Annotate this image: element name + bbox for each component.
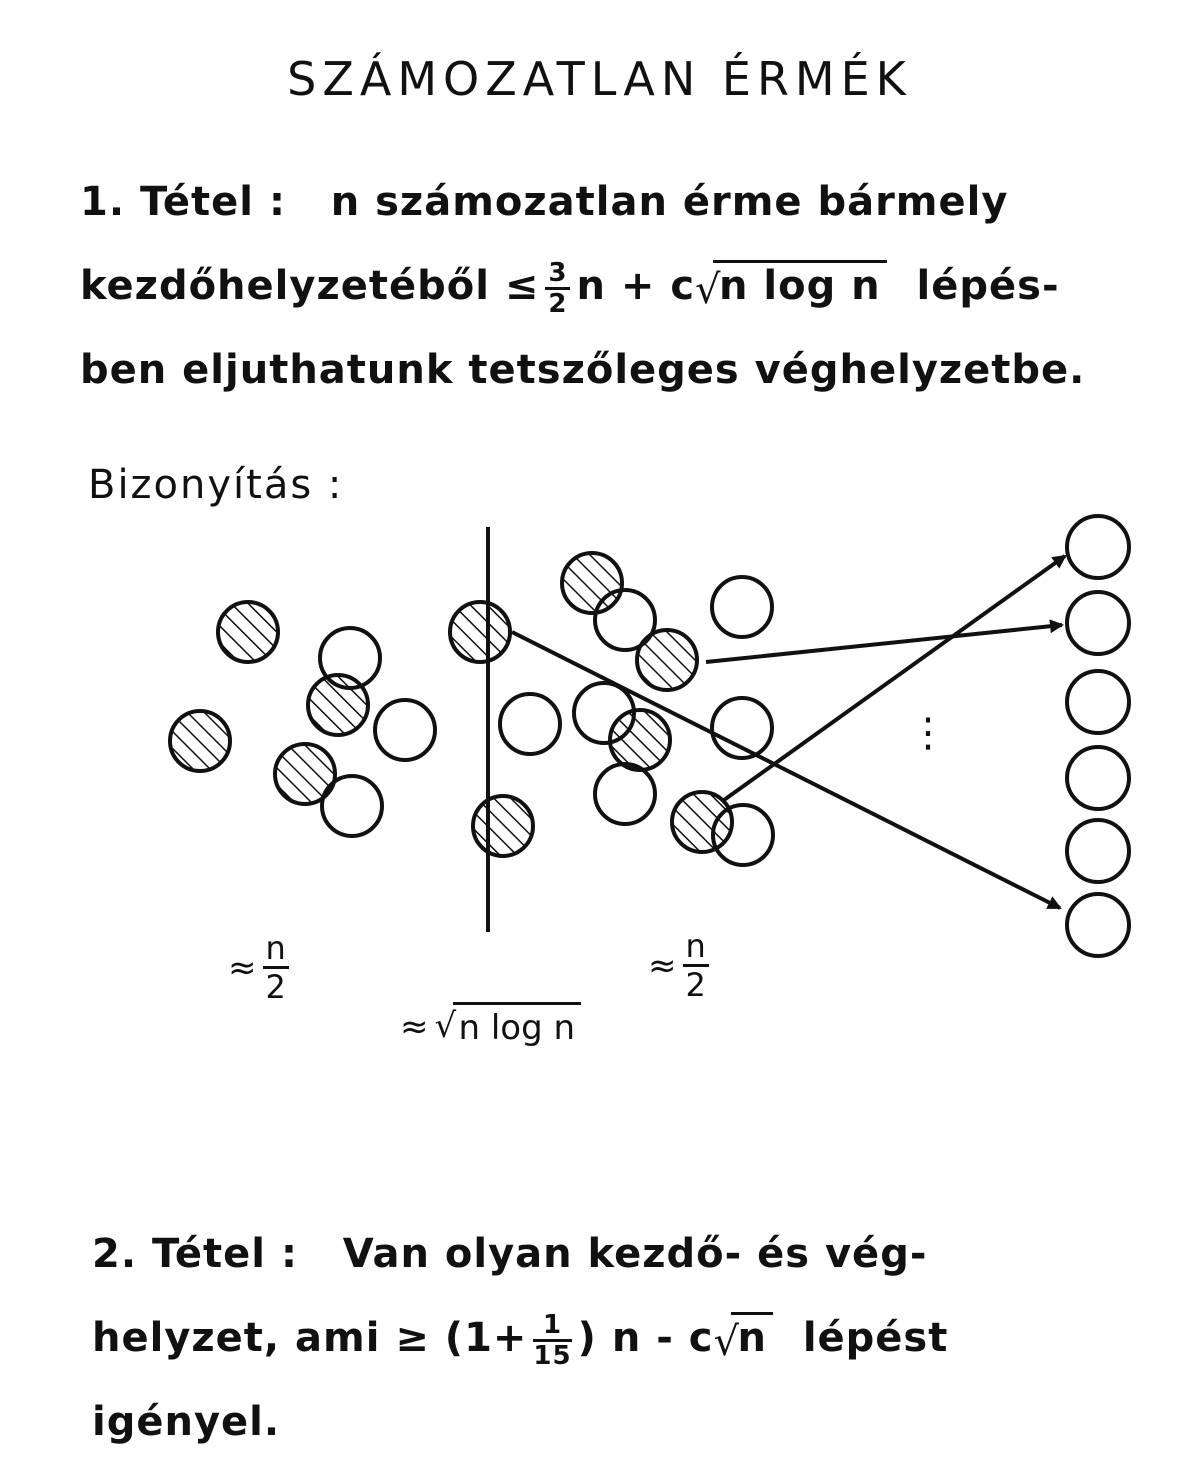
left-approx-symbol: ≈ — [228, 947, 257, 988]
target-coin-column — [1067, 516, 1129, 956]
hatched-coin — [637, 630, 697, 690]
sqrt-sign-icon: √ — [434, 1006, 457, 1046]
theorem-2-frac-den: 15 — [533, 1340, 572, 1371]
right-approx-fraction — [683, 928, 709, 1003]
hatched-coin — [308, 675, 368, 735]
theorem-1-label: 1. Tétel : — [80, 179, 286, 225]
theorem-2-line-2 — [92, 1296, 1182, 1380]
target-coin — [1067, 894, 1129, 956]
middle-approx-sqrt — [435, 1002, 582, 1051]
target-coin — [1067, 747, 1129, 809]
left-approx — [228, 930, 295, 1005]
theorem-1-line-3: ben eljuthatunk tetszőleges véghelyzetbe. — [80, 347, 1086, 393]
theorem-2-text-2-mid: ) n - c — [577, 1315, 714, 1361]
theorem-2-text-2-end: lépést — [802, 1315, 949, 1361]
vertical-dots: ⋮ — [908, 710, 948, 756]
target-coin — [1067, 516, 1129, 578]
empty-coin — [595, 764, 655, 824]
middle-coin-group — [450, 602, 560, 856]
hatched-coin — [562, 553, 622, 613]
empty-coin — [712, 577, 772, 637]
theorem-2-sqrt-content: n — [731, 1312, 772, 1361]
theorem-1-text-2-start: kezdőhelyzetéből ≤ — [80, 263, 540, 309]
theorem-1-text-2-mid: n + c — [576, 263, 696, 309]
hatched-coin — [170, 711, 230, 771]
hatched-coin — [450, 602, 510, 662]
theorem-1-text-1: n számozatlan érme bármely — [330, 179, 1009, 225]
theorem-2 — [92, 1212, 1182, 1464]
left-approx-fraction — [263, 930, 289, 1005]
left-coin-group — [170, 602, 435, 836]
theorem-1-sqrt-content: n log n — [713, 260, 887, 309]
left-approx-den: 2 — [265, 968, 286, 1006]
hatched-coin — [672, 792, 732, 852]
middle-approx — [400, 1002, 581, 1051]
arrow — [512, 632, 1060, 908]
middle-approx-sqrt-content: n log n — [453, 1002, 582, 1051]
theorem-2-frac-num: 1 — [533, 1311, 571, 1342]
hatched-coin — [218, 602, 278, 662]
empty-coin — [375, 700, 435, 760]
sqrt-sign-icon: √ — [713, 1319, 740, 1365]
hatched-coin — [473, 796, 533, 856]
theorem-2-text-1: Van olyan kezdő- és vég- — [342, 1231, 928, 1277]
hatched-coin — [610, 710, 670, 770]
theorem-1-frac-num: 3 — [545, 259, 570, 290]
right-approx-den: 2 — [685, 966, 706, 1004]
proof-label: Bizonyítás : — [88, 462, 344, 508]
theorem-2-label: 2. Tétel : — [92, 1231, 298, 1277]
right-approx — [648, 928, 715, 1003]
target-coin — [1067, 671, 1129, 733]
empty-coin — [322, 776, 382, 836]
target-coin — [1067, 820, 1129, 882]
theorem-1-frac-den: 2 — [548, 288, 568, 319]
theorem-2-line-3: igényel. — [92, 1399, 281, 1445]
target-coin — [1067, 592, 1129, 654]
theorem-1-text-2-end: lépés- — [916, 263, 1060, 309]
theorem-2-line-1 — [92, 1212, 1182, 1296]
middle-approx-symbol: ≈ — [400, 1006, 429, 1047]
theorem-2-fraction — [533, 1311, 571, 1370]
theorem-2-sqrt — [713, 1296, 772, 1380]
sqrt-sign-icon: √ — [695, 267, 722, 313]
page-title: SZÁMOZATLAN ÉRMÉK — [287, 52, 912, 106]
theorem-2-text-2-start: helyzet, ami ≥ (1+ — [92, 1315, 528, 1361]
right-approx-num: n — [683, 928, 709, 967]
right-approx-symbol: ≈ — [648, 945, 677, 986]
empty-coin — [500, 694, 560, 754]
left-approx-num: n — [263, 930, 289, 969]
